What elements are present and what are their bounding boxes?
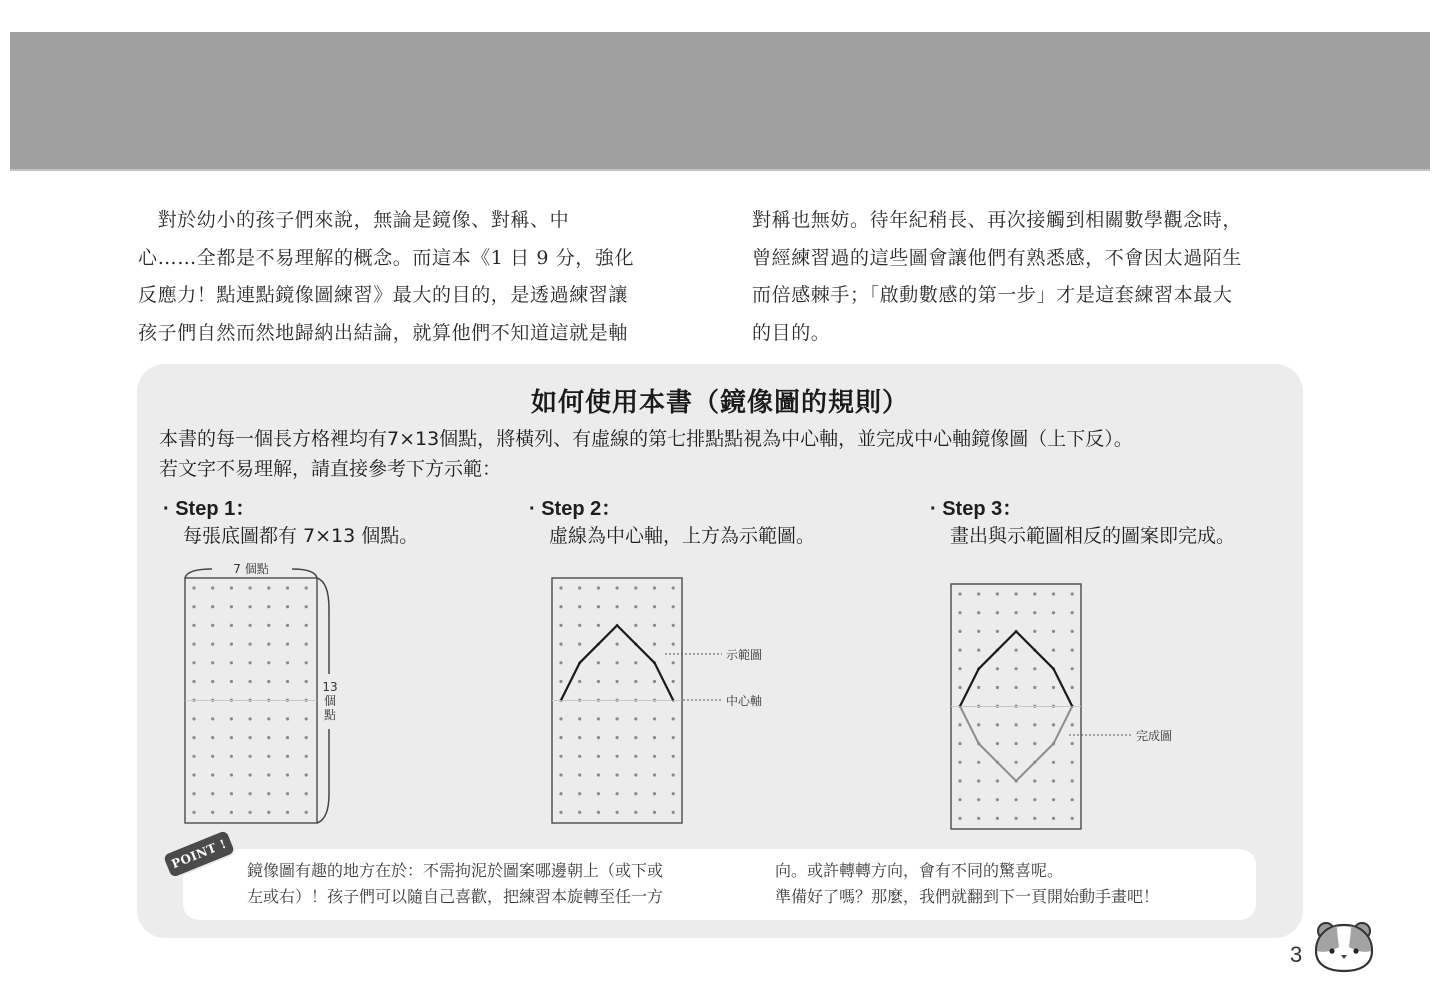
grid-dot [192,717,195,720]
grid-dot [634,624,637,627]
grid-dot [1033,592,1036,595]
grid-height-label-1: 13 [322,680,338,694]
grid-dot [1015,611,1018,614]
grid-dot [977,817,980,820]
grid-dot [305,717,308,720]
grid-dot [1015,742,1018,745]
grid-dot [672,755,675,758]
grid-dot [616,773,619,776]
step-heading: · Step 3： [930,498,1023,520]
grid-dot [977,761,980,764]
grid-dot [996,611,999,614]
grid-dot [1033,667,1036,670]
grid-dot [1015,723,1018,726]
grid-dot [305,661,308,664]
rules-line: 若文字不易理解，請直接參考下方示範： [159,458,502,480]
grid-dot [286,680,289,683]
grid-dot [230,624,233,627]
intro-line: 反應力！點連點鏡像圖練習》最大的目的，是透過練習讓 [138,284,629,306]
grid-dot [211,624,214,627]
grid-dot [672,680,675,683]
header-banner [10,32,1430,171]
grid-dot [267,680,270,683]
grid-dot [977,686,980,689]
grid-dot [634,736,637,739]
grid-dot [559,643,562,646]
point-line: 左或右）！孩子們可以隨自己喜歡，把練習本旋轉至任一方 [247,887,664,906]
grid-dot [597,773,600,776]
grid-dot [1033,611,1036,614]
intro-line: 而倍感棘手；「啟動數感的第一步」才是這套練習本最大 [752,284,1233,306]
point-text-left [247,858,663,910]
grid-dot [616,643,619,646]
grid-dot [305,643,308,646]
grid-dot [672,586,675,589]
example-label: 示範圖 [726,648,763,662]
grid-dot [249,811,252,814]
grid-dot [1015,686,1018,689]
grid-dot [1052,817,1055,820]
grid-dot [616,792,619,795]
point-line: 準備好了嗎？那麼，我們就翻到下一頁開始動手畫吧！ [775,887,1160,906]
grid-width-label: 7 個點 [233,562,269,576]
grid-dot [249,605,252,608]
grid-dot [559,755,562,758]
grid-dot [578,736,581,739]
grid-dot [1071,742,1074,745]
grid-dot [230,792,233,795]
grid-dot [996,798,999,801]
grid-dot [267,605,270,608]
grid-dot [653,773,656,776]
grid-dot [996,742,999,745]
grid-dot [1052,630,1055,633]
grid-dot [211,680,214,683]
point-line: 鏡像圖有趣的地方在於：不需拘泥於圖案哪邊朝上（或下或 [247,861,664,880]
hamster-face-icon [1312,917,1376,973]
grid-dot [597,736,600,739]
grid-dot [192,661,195,664]
grid-dot [672,811,675,814]
grid-dot [653,680,656,683]
grid-dot [249,773,252,776]
grid-dot [286,717,289,720]
grid-dot [578,680,581,683]
grid-dot [653,643,656,646]
step-description: 虛線為中心軸，上方為示範圖。 [549,525,816,547]
grid-dot [653,736,656,739]
grid-dot [286,624,289,627]
grid-dot [305,755,308,758]
grid-dot [1071,630,1074,633]
grid-dot [286,811,289,814]
grid-dot [559,624,562,627]
grid-dot [672,624,675,627]
grid-dot [559,811,562,814]
grid-dot [230,773,233,776]
grid-dot [1071,686,1074,689]
grid-dot [1033,723,1036,726]
grid-dot [267,586,270,589]
grid-dot [996,817,999,820]
grid-dot [616,661,619,664]
grid-dot [578,773,581,776]
grid-dot [616,755,619,758]
grid-dot [230,680,233,683]
grid-dot [616,605,619,608]
grid-dot [559,661,562,664]
grid-dot [653,792,656,795]
grid-dot [305,811,308,814]
step-heading: · Step 2： [529,498,622,520]
grid-dot [958,798,961,801]
grid-dot [1052,592,1055,595]
grid-dot [249,736,252,739]
grid-dot [305,605,308,608]
grid-dot [958,649,961,652]
grid-dot [653,605,656,608]
grid-dot [977,592,980,595]
grid-dot [267,661,270,664]
grid-dot [230,736,233,739]
grid-dot [1052,761,1055,764]
grid-dot [653,586,656,589]
grid-dot [249,661,252,664]
grid-dot [634,755,637,758]
grid-dot [653,755,656,758]
grid-dot [634,773,637,776]
grid-dot [958,667,961,670]
grid-dot [1052,723,1055,726]
axis-label: 中心軸 [726,694,763,708]
grid-dot [230,586,233,589]
grid-dot [1015,817,1018,820]
intro-line: 心……全都是不易理解的概念。而這本《1 日 9 分，強化 [138,246,635,269]
grid-dot [192,773,195,776]
grid-dot [230,643,233,646]
grid-dot [977,630,980,633]
grid-dot [977,611,980,614]
grid-dot [1033,686,1036,689]
grid-dot [672,717,675,720]
grid-dot [653,717,656,720]
grid-height-label-2: 個 [323,694,337,708]
grid-dot [996,592,999,595]
grid-dot [286,661,289,664]
step-description: 每張底圖都有 7×13 個點。 [183,525,419,547]
grid-dot [559,773,562,776]
step2-dot-grid [552,578,682,823]
complete-label: 完成圖 [1136,729,1173,743]
grid-dot [559,792,562,795]
how-to-use-panel [137,364,1303,938]
step-heading: · Step 1： [163,498,256,520]
grid-dot [597,661,600,664]
grid-dot [1033,798,1036,801]
intro-line: 對於幼小的孩子們來說，無論是鏡像、對稱、中 [138,209,570,231]
panel-title: 如何使用本書（鏡像圖的規則） [530,388,909,418]
grid-dot [1015,761,1018,764]
grid-dot [578,605,581,608]
grid-dot [958,779,961,782]
grid-dot [1015,667,1018,670]
grid-dot [634,717,637,720]
grid-dot [211,773,214,776]
grid-dot [958,592,961,595]
grid-dot [192,643,195,646]
grid-dot [559,736,562,739]
grid-dot [249,717,252,720]
grid-dot [305,586,308,589]
grid-dot [1033,779,1036,782]
grid-dot [958,723,961,726]
grid-dot [597,755,600,758]
grid-dot [192,605,195,608]
grid-dot [1052,649,1055,652]
grid-dot [1071,779,1074,782]
grid-dot [1052,611,1055,614]
grid-dot [267,736,270,739]
grid-dot [211,717,214,720]
grid-dot [672,605,675,608]
grid-dot [1071,649,1074,652]
grid-dot [597,624,600,627]
grid-dot [597,717,600,720]
grid-dot [230,755,233,758]
grid-dot [996,630,999,633]
grid-dot [230,605,233,608]
grid-dot [672,792,675,795]
grid-dot [286,586,289,589]
grid-dot [192,811,195,814]
grid-dot [1033,630,1036,633]
grid-dot [616,811,619,814]
grid-dot [977,649,980,652]
grid-dot [230,811,233,814]
grid-dot [192,624,195,627]
grid-dot [211,661,214,664]
grid-dot [211,792,214,795]
grid-dot [977,798,980,801]
grid-dot [1071,723,1074,726]
grid-dot [597,792,600,795]
grid-dot [1071,817,1074,820]
grid-dot [230,661,233,664]
grid-dot [211,586,214,589]
grid-dot [267,643,270,646]
grid-dot [578,717,581,720]
grid-dot [305,624,308,627]
grid-dot [286,755,289,758]
grid-dot [249,755,252,758]
grid-dot [211,755,214,758]
grid-dot [192,792,195,795]
grid-dot [286,736,289,739]
grid-dot [672,736,675,739]
grid-dot [958,611,961,614]
grid-dot [616,680,619,683]
grid-dot [286,792,289,795]
grid-dot [616,586,619,589]
grid-dot [958,817,961,820]
grid-dot [616,736,619,739]
point-badge: POINT ! [163,830,235,878]
point-line: 向。或許轉轉方向，會有不同的驚喜呢。 [775,861,1064,880]
grid-dot [578,586,581,589]
grid-dot [249,680,252,683]
grid-height-label-3: 點 [323,708,337,722]
grid-dot [249,643,252,646]
grid-dot [597,605,600,608]
grid-dot [1071,611,1074,614]
grid-dot [267,717,270,720]
grid-dot [305,773,308,776]
grid-dot [1033,817,1036,820]
grid-dot [996,686,999,689]
grid-dot [286,773,289,776]
grid-dot [267,792,270,795]
intro-line: 對稱也無妨。待年紀稍長、再次接觸到相關數學觀念時， [752,209,1243,231]
grid-dot [597,680,600,683]
grid-dot [578,755,581,758]
step-description: 畫出與示範圖相反的圖案即完成。 [950,525,1236,547]
grid-dot [211,736,214,739]
grid-dot [634,792,637,795]
grid-dot [249,792,252,795]
grid-dot [1052,686,1055,689]
grid-dot [977,779,980,782]
grid-dot [578,811,581,814]
grid-dot [305,792,308,795]
intro-line: 孩子們自然而然地歸納出結論，就算他們不知道這就是軸 [138,321,629,344]
grid-dot [958,761,961,764]
grid-dot [211,811,214,814]
grid-dot [996,723,999,726]
grid-dot [634,661,637,664]
grid-dot [211,643,214,646]
grid-dot [958,630,961,633]
grid-dot [286,605,289,608]
grid-dot [653,811,656,814]
grid-dot [578,624,581,627]
grid-dot [1015,592,1018,595]
grid-dot [559,605,562,608]
grid-dot [1071,798,1074,801]
grid-dot [267,755,270,758]
grid-dot [192,586,195,589]
rules-line: 本書的每一個長方格裡均有7×13個點，將橫列、有虛線的第七排點點視為中心軸，並完成中心軸鏡像圖（上下反）。 [159,428,1133,450]
grid-dot [977,723,980,726]
grid-dot [672,643,675,646]
grid-dot [267,624,270,627]
grid-dot [616,717,619,720]
grid-dot [192,755,195,758]
intro-text-left [138,202,694,352]
grid-dot [653,624,656,627]
point-text-right [775,858,1159,910]
grid-dot [305,680,308,683]
grid-dot [1033,742,1036,745]
grid-dot [559,586,562,589]
grid-dot [559,717,562,720]
grid-dot [1071,761,1074,764]
grid-dot [211,605,214,608]
grid-dot [634,586,637,589]
grid-dot [1015,798,1018,801]
grid-dot [996,779,999,782]
grid-dot [249,586,252,589]
step1-dot-grid [185,578,317,823]
grid-dot [192,680,195,683]
grid-dot [1071,667,1074,670]
grid-dot [192,736,195,739]
grid-dot [267,773,270,776]
grid-dot [1052,779,1055,782]
grid-dot [267,811,270,814]
grid-dot [672,661,675,664]
intro-line: 的目的。 [752,321,831,344]
grid-dot [1071,592,1074,595]
grid-dot [958,686,961,689]
grid-dot [286,643,289,646]
grid-dot [597,586,600,589]
grid-dot [230,717,233,720]
grid-dot [1015,649,1018,652]
grid-dot [305,736,308,739]
page-number: 3 [1290,942,1303,967]
grid-dot [578,792,581,795]
grid-dot [996,667,999,670]
grid-dot [634,605,637,608]
grid-dot [958,742,961,745]
grid-dot [672,773,675,776]
grid-dot [578,643,581,646]
grid-dot [249,624,252,627]
intro-text-right [752,202,1308,352]
grid-dot [634,811,637,814]
grid-dot [1052,798,1055,801]
grid-dot [559,680,562,683]
grid-dot [597,811,600,814]
intro-line: 曾經練習過的這些圖會讓他們有熟悉感，不會因太過陌生 [752,246,1243,269]
grid-dot [634,680,637,683]
step3-dot-grid [951,584,1081,829]
